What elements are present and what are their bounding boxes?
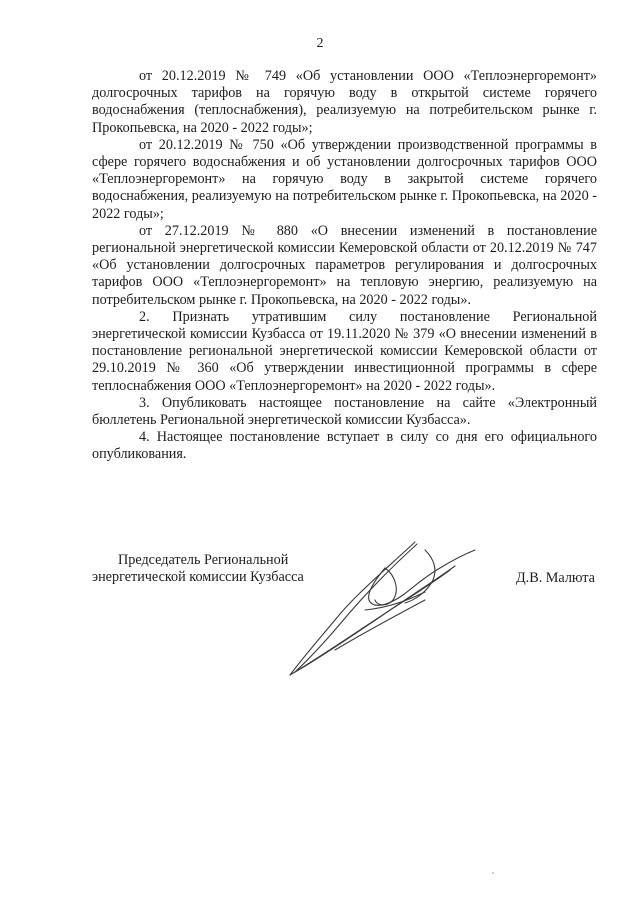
document-body — [92, 68, 597, 464]
signer-name: Д.В. Малюта — [516, 570, 595, 586]
paragraph-item-2: 2. Признать утратившим силу постановление Региональной энергетической комиссии Кузбасса от 19.11.2020 № 379 «О внесении изменений в постановление региональной энергетической комиссии Кемеровской области от 29.10.2019 № 360 «Об утверждении инвестиционной программы в сфере теплоснабжения ООО «Теплоэнергоремонт» на 2020 - 2022 годы». — [92, 308, 597, 394]
paragraph-ruling-880: от 27.12.2019 № 880 «О внесении изменений в постановление региональной энергетической комиссии Кемеровской области от 20.12.2019 № 747 «Об установлении долгосрочных параметров регулирования и долгосрочных тарифов ООО «Теплоэнергоремонт» на тепловую энергию, реализуемую на потребительском рынке г. Прокопьевска, на 2020 - 2022 годы». — [92, 222, 597, 308]
page-number: 2 — [316, 36, 324, 51]
signer-title-line2: энергетической комиссии Кузбасса — [92, 569, 304, 586]
paragraph-item-4: 4. Настоящее постановление вступает в силу со дня его официального опубликования. — [92, 429, 597, 463]
signature-block — [0, 552, 640, 692]
paragraph-ruling-749: от 20.12.2019 № 749 «Об установлении ООО «Теплоэнергоремонт» долгосрочных тарифов на горячую воду в открытой системе горячего водоснабжения (теплоснабжения), реализуемую на потребительском рынке г. Прокопьевска, на 2020 - 2022 годы»; — [92, 68, 597, 136]
paragraph-item-3: 3. Опубликовать настоящее постановление на сайте «Электронный бюллетень Региональной энергетической комиссии Кузбасса». — [92, 394, 597, 429]
handwritten-signature-icon — [265, 540, 495, 680]
paragraph-ruling-750: от 20.12.2019 № 750 «Об утверждении производственной программы в сфере горячего водоснабжения и об установлении долгосрочных тарифов ООО «Теплоэнергоремонт» на горячую воду в закрытой системе горячего водоснабжения, реализуемую на потребительском рынке г. Прокопьевска, на 2020 - 2022 годы»; — [92, 136, 597, 222]
scan-artifact — [492, 872, 494, 874]
signer-title-line1: Председатель Региональной — [118, 552, 289, 568]
